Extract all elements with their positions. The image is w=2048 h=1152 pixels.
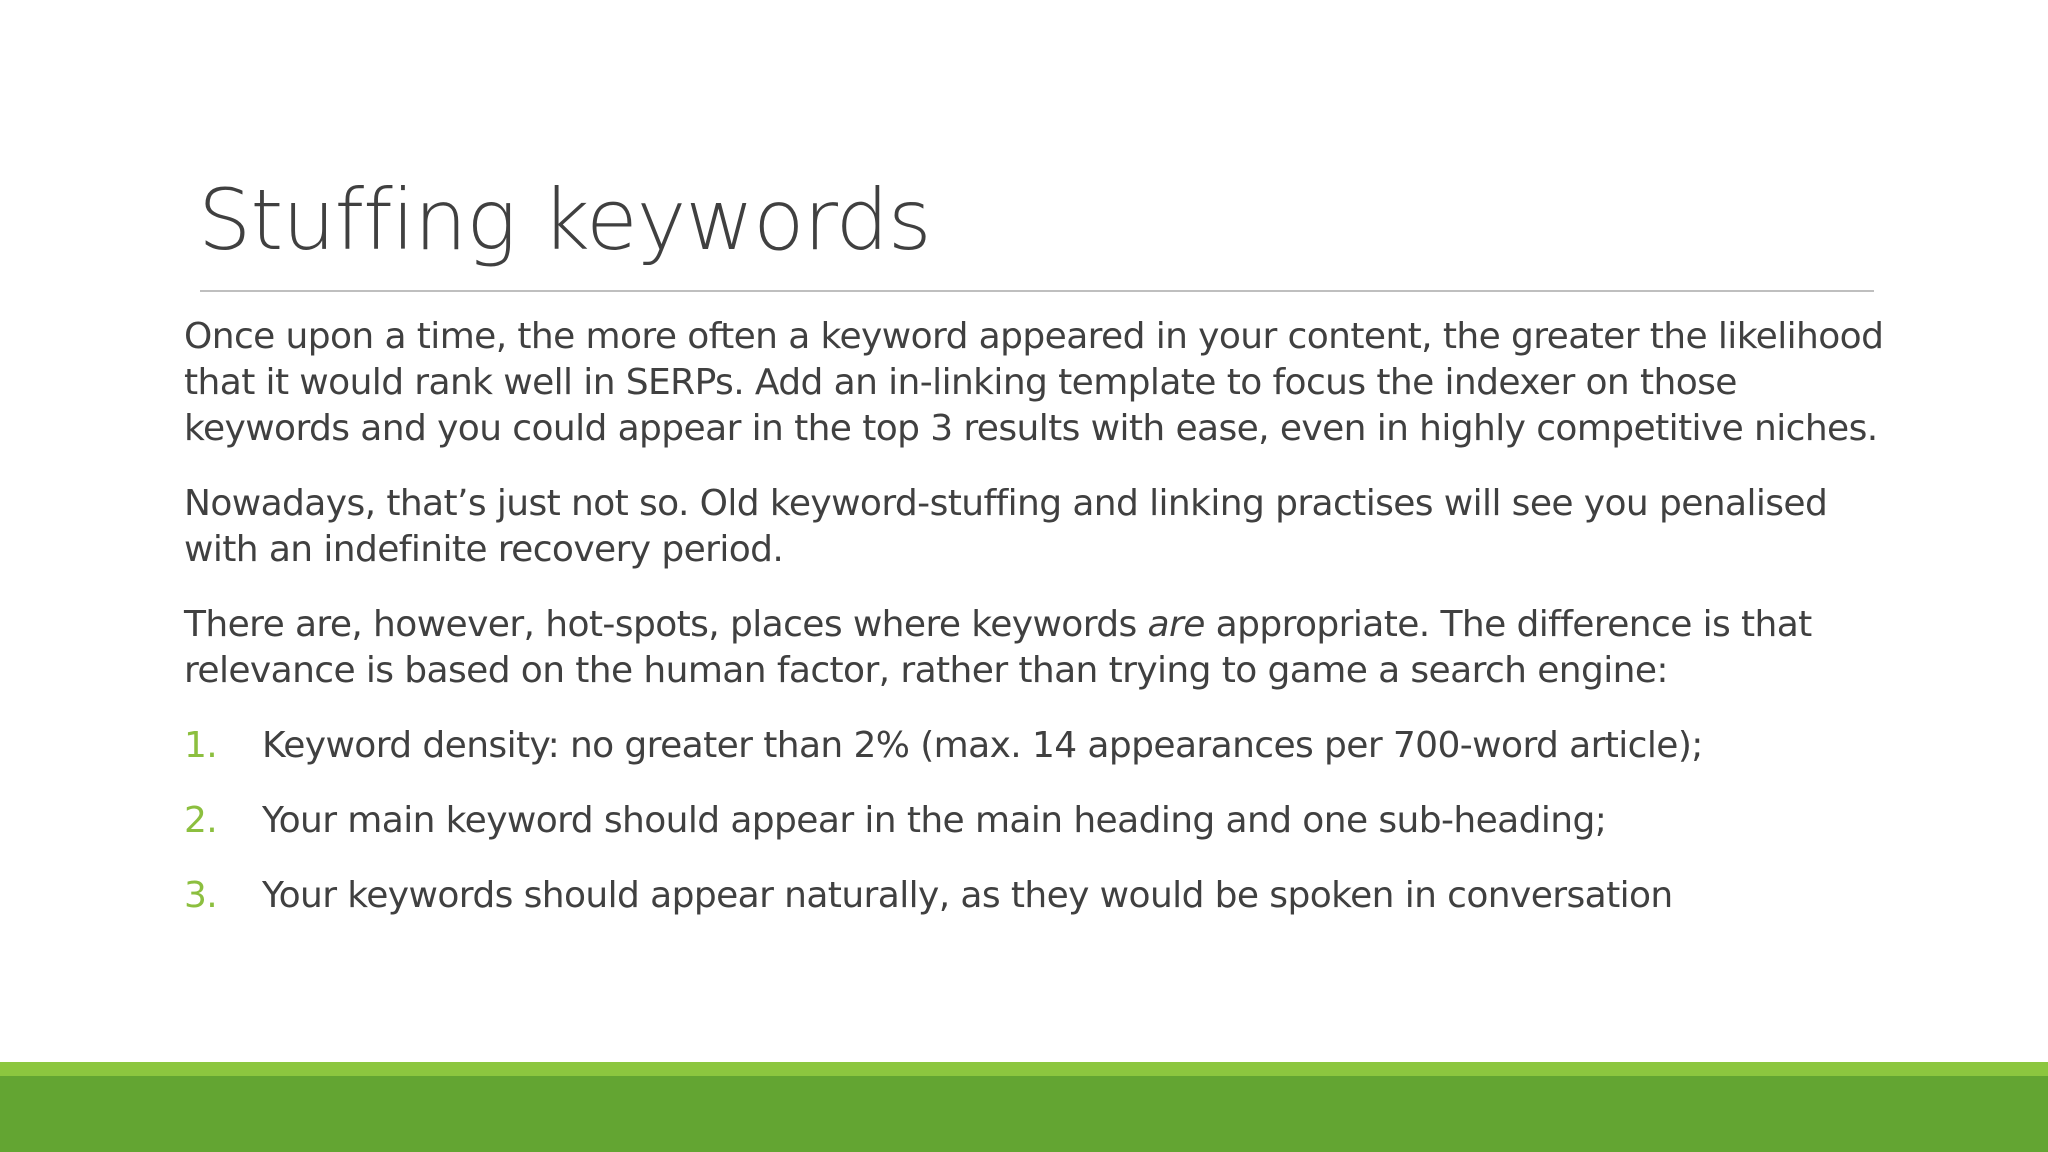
list-text: Keyword density: no greater than 2% (max. 14 appearances per 700-word article); bbox=[262, 725, 1703, 766]
paragraph-3 bbox=[184, 602, 1884, 694]
paragraph-3-emphasis: are bbox=[1147, 604, 1205, 645]
footer-band bbox=[0, 1062, 2048, 1152]
list-text: Your keywords should appear naturally, as they would be spoken in conversation bbox=[262, 875, 1673, 916]
list-number: 1. bbox=[184, 725, 218, 766]
list-number: 3. bbox=[184, 875, 218, 916]
paragraph-3-after: appropriate. The difference is that relevance is based on the human factor, rather than trying to game a search engine: bbox=[184, 604, 1812, 691]
list-item bbox=[184, 723, 1884, 769]
numbered-list bbox=[184, 723, 1884, 919]
list-text: Your main keyword should appear in the main heading and one sub-heading; bbox=[262, 800, 1607, 841]
slide-title: Stuffing keywords bbox=[198, 171, 931, 269]
title-divider bbox=[200, 290, 1874, 292]
paragraph-1: Once upon a time, the more often a keyword appeared in your content, the greater the likelihood that it would rank well in SERPs. Add an in-linking template to focus the indexer on those keywords and you could appear in the top 3 results with ease, even in highly competitive niches. bbox=[184, 316, 1884, 449]
paragraph-2: Nowadays, that’s just not so. Old keyword-stuffing and linking practises will see you penalised with an indefinite recovery period. bbox=[184, 483, 1828, 570]
list-number: 2. bbox=[184, 800, 218, 841]
footer-band-dark bbox=[0, 1076, 2048, 1152]
paragraph-3-before: There are, however, hot-spots, places where keywords bbox=[184, 604, 1148, 645]
footer-band-light bbox=[0, 1062, 2048, 1076]
list-item bbox=[184, 798, 1884, 844]
list-item bbox=[184, 873, 1884, 919]
slide-body bbox=[184, 314, 1884, 948]
